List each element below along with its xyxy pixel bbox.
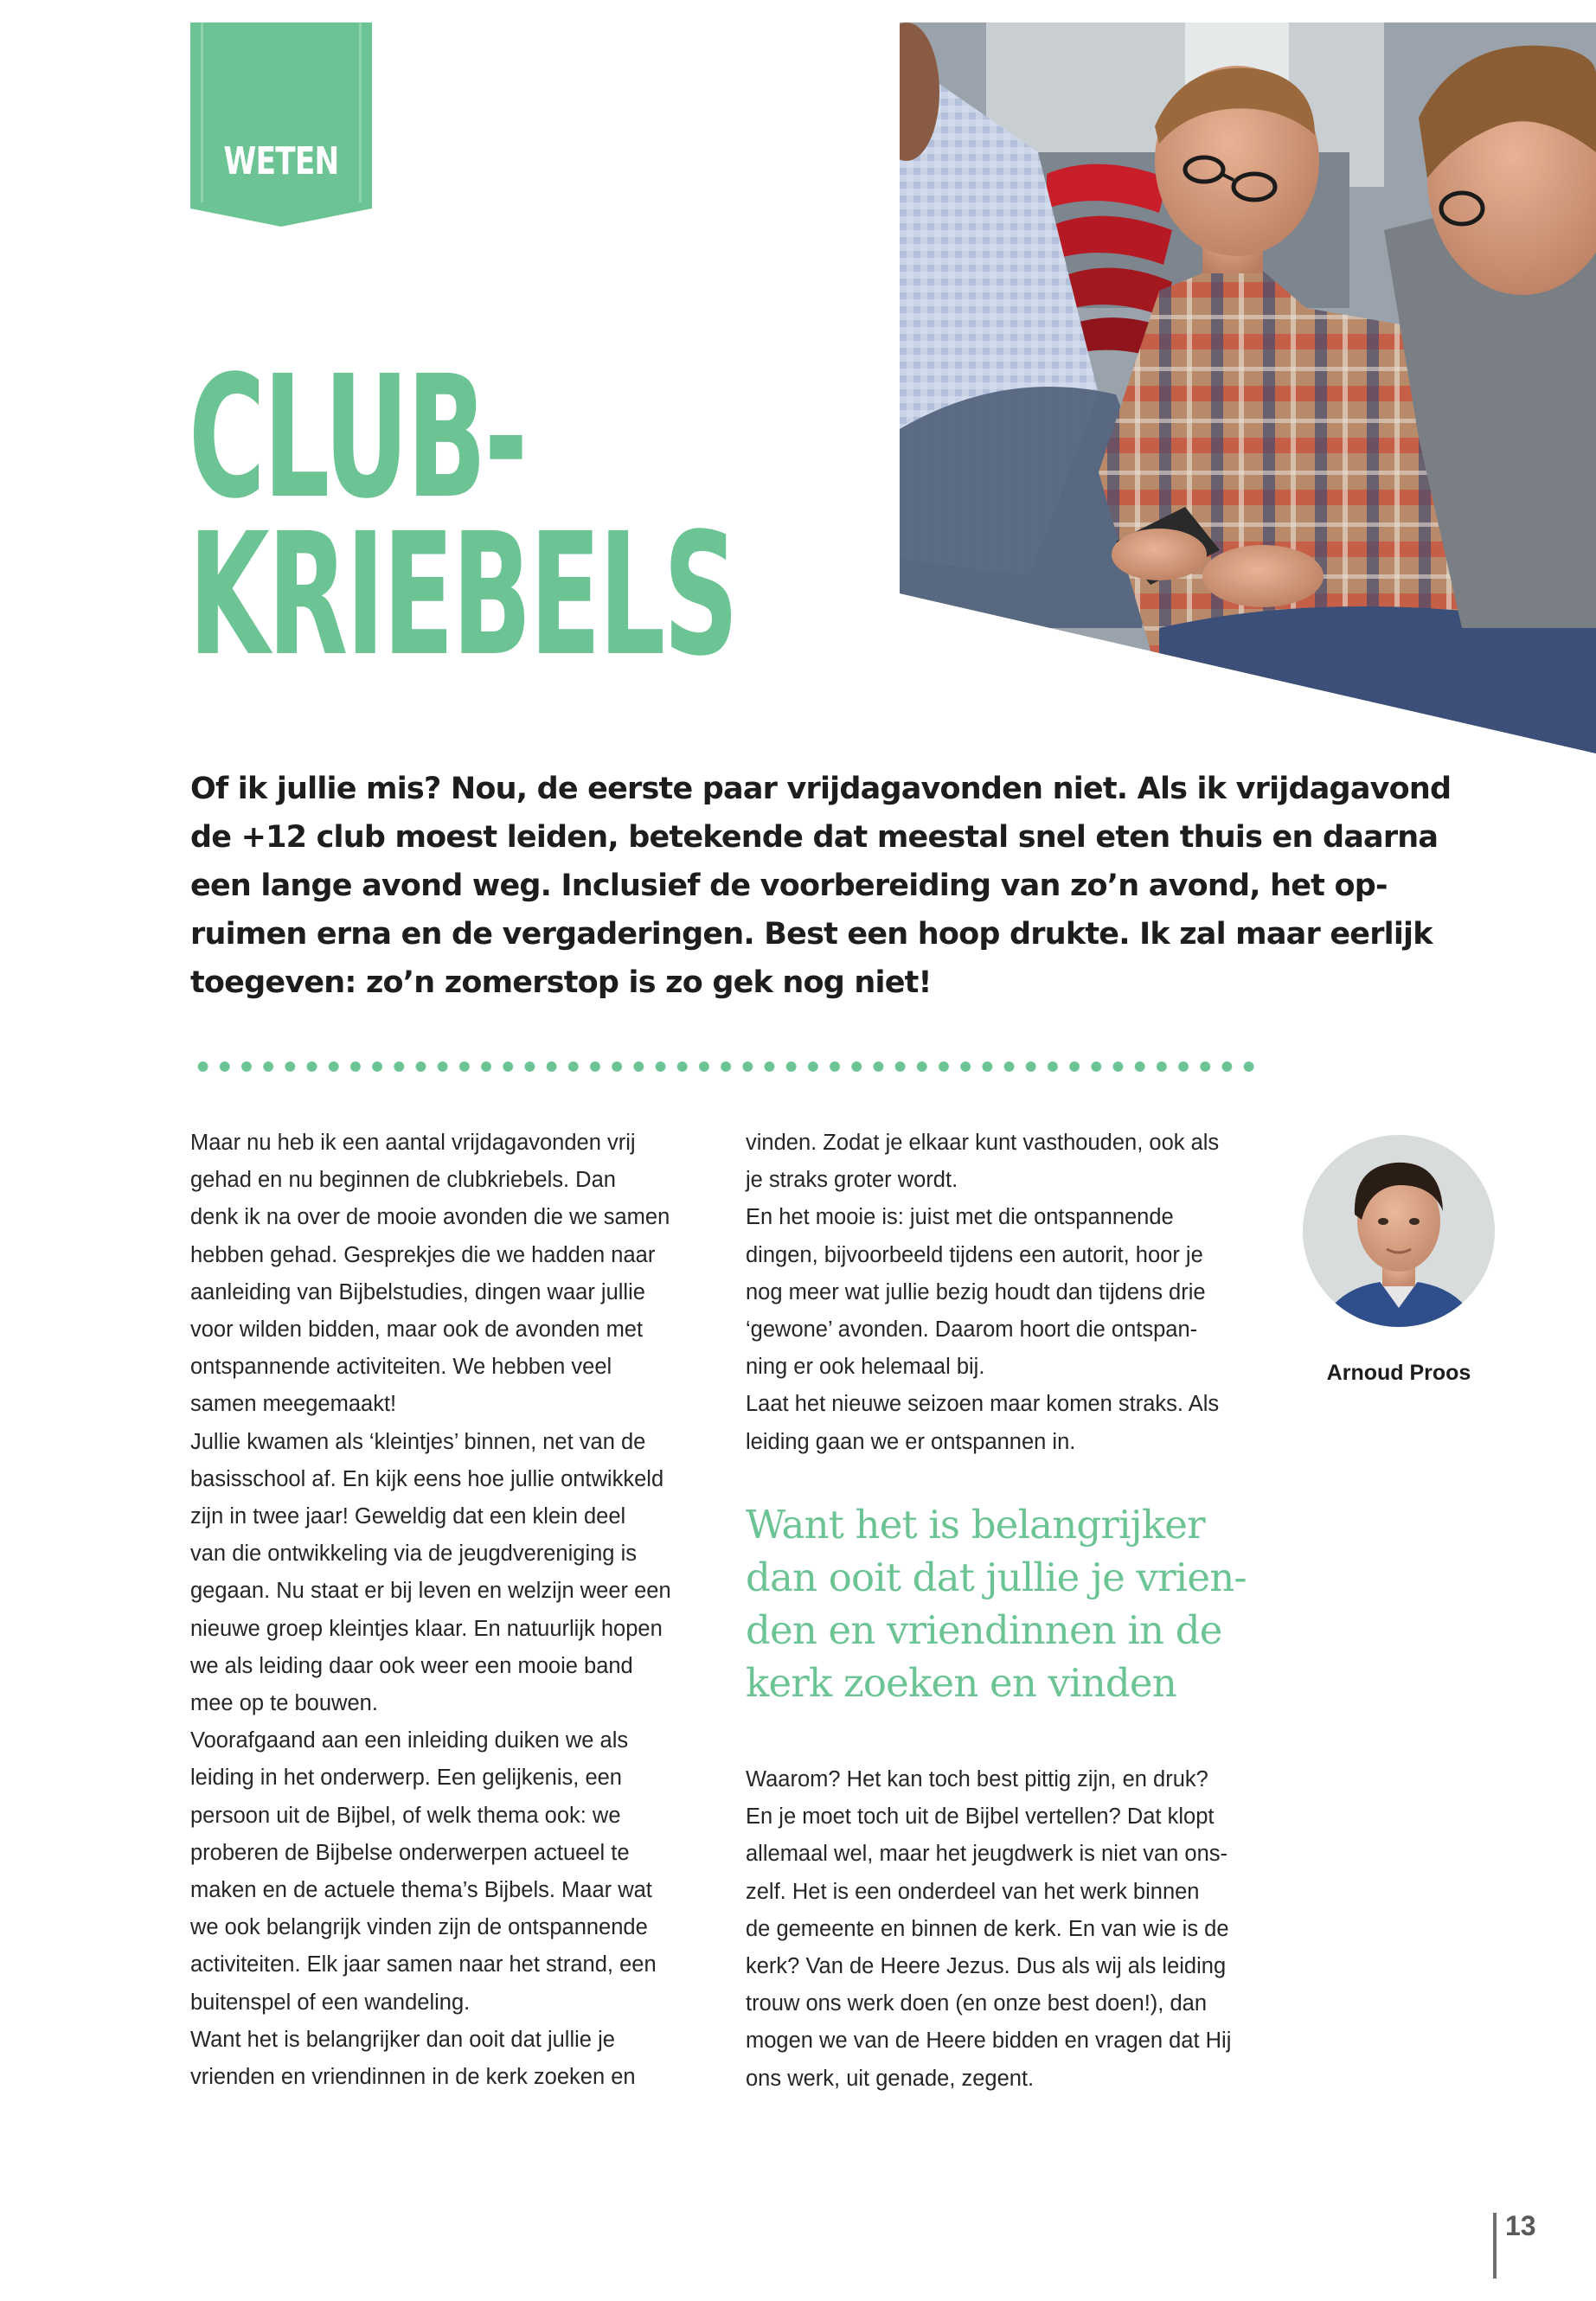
body-line: nog meer wat jullie bezig houdt dan tijdens drie [746, 1279, 1206, 1304]
body-line: hebben gehad. Gesprekjes die we hadden naar [190, 1242, 656, 1267]
body-line: gehad en nu beginnen de clubkriebels. Dan [190, 1168, 616, 1193]
body-line: En het mooie is: juist met die ontspannende [746, 1205, 1174, 1230]
body-line: proberen de Bijbelse onderwerpen actueel te [190, 1840, 630, 1865]
section-label: WETEN [223, 139, 339, 183]
body-line: buitenspel of een wandeling. [190, 1990, 471, 2015]
lead-paragraph [190, 765, 1452, 1007]
body-line: dingen, bijvoorbeeld tijdens een autorit, hoor je [746, 1242, 1203, 1267]
body-line: we als leiding daar ook weer een mooie band [190, 1653, 633, 1678]
body-line: nieuwe groep kleintjes klaar. En natuurlijk hopen [190, 1616, 663, 1641]
body-line: basisschool af. En kijk eens hoe jullie ontwikkeld [190, 1466, 664, 1491]
body-line: ‘gewone’ avonden. Daarom hoort die ontspan- [746, 1317, 1198, 1343]
body-line: Maar nu heb ik een aantal vrijdagavonden vrij [190, 1131, 636, 1155]
page-title [189, 339, 737, 693]
body-line: zelf. Het is een onderdeel van het werk binnen [746, 1879, 1200, 1904]
page-number: 13 [1505, 2210, 1536, 2241]
title-line: CLUB- [189, 339, 526, 535]
pull-quote [746, 1498, 1282, 1709]
body-column-right-bottom [746, 1761, 1265, 2098]
body-line: trouw ons werk doen (en onze best doen!), dan [746, 1991, 1207, 2016]
body-line: Jullie kwamen als ‘kleintjes’ binnen, net van de [190, 1429, 646, 1454]
lead-line: toegeven: zo’n zomerstop is zo gek nog niet! [190, 965, 932, 1000]
body-line: activiteiten. Elk jaar samen naar het strand, een [190, 1952, 657, 1977]
author-name: Arnoud Proos [1326, 1361, 1471, 1385]
lead-line: ruimen erna en de vergaderingen. Best een hoop drukte. Ik zal maar eerlijk [190, 917, 1433, 952]
quote-line: kerk zoeken en vinden [746, 1660, 1176, 1706]
body-line: Laat het nieuwe seizoen maar komen straks. Als [746, 1392, 1220, 1417]
body-column-left [190, 1125, 709, 2096]
quote-line: Want het is belangrijker [746, 1502, 1205, 1548]
body-line: Voorafgaand aan een inleiding duiken we als [190, 1728, 629, 1753]
body-line: kerk? Van de Heere Jezus. Dus als wij als leiding [746, 1954, 1227, 1979]
title-line: KRIEBELS [189, 497, 737, 693]
body-line: gegaan. Nu staat er bij leven en welzijn weer een [190, 1579, 671, 1604]
body-line: ontspannende activiteiten. We hebben veel [190, 1355, 612, 1380]
lead-line: de +12 club moest leiden, betekende dat meestal snel eten thuis en daarna [190, 820, 1439, 855]
body-line: je straks groter wordt. [746, 1168, 958, 1193]
body-line: denk ik na over de mooie avonden die we samen [190, 1205, 670, 1230]
body-line: van die ontwikkeling via de jeugdvereniging is [190, 1541, 637, 1567]
body-line: samen meegemaakt! [190, 1392, 397, 1417]
body-line: voor wilden bidden, maar ook de avonden met [190, 1317, 644, 1343]
section-banner [190, 22, 372, 227]
body-line: leiding gaan we er ontspannen in. [746, 1429, 1076, 1454]
body-line: ons werk, uit genade, zegent. [746, 2066, 1035, 2091]
dotted-divider [192, 1061, 1256, 1073]
body-line: persoon uit de Bijbel, of welk thema ook: we [190, 1803, 621, 1828]
body-line: de gemeente en binnen de kerk. En van wie is de [746, 1916, 1229, 1941]
lead-line: Of ik jullie mis? Nou, de eerste paar vrijdagavonden niet. Als ik vrijdagavond [190, 772, 1452, 806]
hero-photo [900, 22, 1596, 753]
lead-line: een lange avond weg. Inclusief de voorbereiding van zo’n avond, het op- [190, 868, 1388, 903]
quote-line: den en vriendinnen in de [746, 1607, 1222, 1653]
body-line: vinden. Zodat je elkaar kunt vasthouden, ook als [746, 1131, 1220, 1155]
body-line: aanleiding van Bijbelstudies, dingen waar jullie [190, 1279, 645, 1304]
body-line: we ook belangrijk vinden zijn de ontspannende [190, 1915, 648, 1940]
body-column-right-top [746, 1125, 1265, 1461]
page-number-rule [1493, 2213, 1497, 2279]
body-line: mogen we van de Heere bidden en vragen dat Hij [746, 2029, 1232, 2054]
quote-line: dan ooit dat jullie je vrien- [746, 1554, 1247, 1600]
body-line: ning er ook helemaal bij. [746, 1355, 985, 1380]
author-portrait [1303, 1135, 1495, 1327]
body-line: maken en de actuele thema’s Bijbels. Maar wat [190, 1878, 652, 1903]
body-line: vrienden en vriendinnen in de kerk zoeken en [190, 2065, 636, 2090]
body-line: zijn in twee jaar! Geweldig dat een klein deel [190, 1504, 626, 1529]
body-line: Want het is belangrijker dan ooit dat jullie je [190, 2027, 615, 2052]
body-line: En je moet toch uit de Bijbel vertellen? Dat klopt [746, 1804, 1215, 1830]
body-line: Waarom? Het kan toch best pittig zijn, en druk? [746, 1767, 1208, 1791]
body-line: allemaal wel, maar het jeugdwerk is niet van ons- [746, 1842, 1228, 1867]
body-line: leiding in het onderwerp. Een gelijkenis, een [190, 1766, 622, 1791]
banner-shape [190, 22, 372, 227]
body-line: mee op te bouwen. [190, 1691, 378, 1716]
